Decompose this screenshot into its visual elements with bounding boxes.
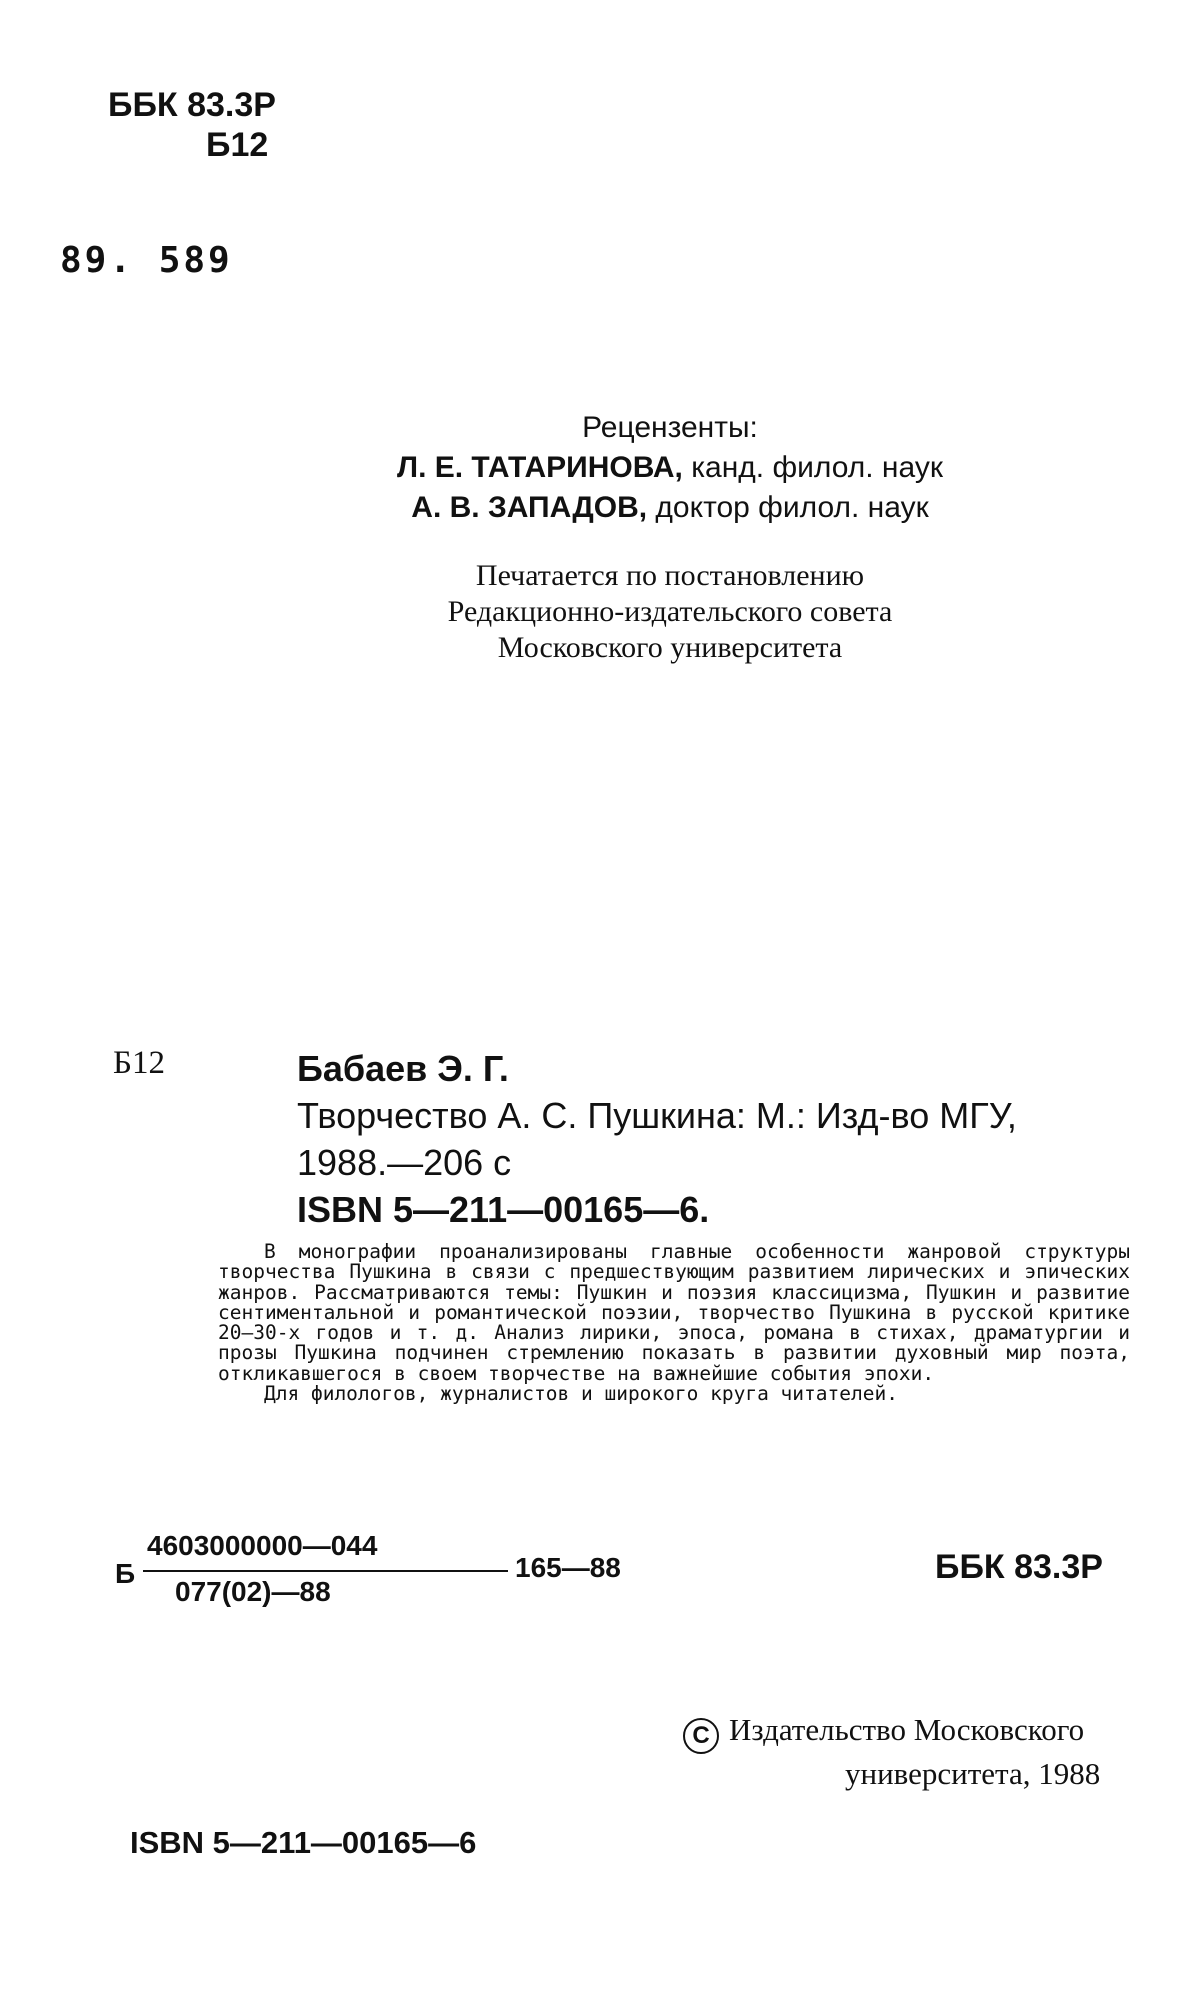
index-suffix: 165—88: [515, 1552, 621, 1583]
copyright-line: университета, 1988: [845, 1756, 1101, 1791]
fraction-bar: [143, 1570, 508, 1572]
abstract-paragraph: Для филологов, журналистов и широкого круга читателей.: [264, 1382, 898, 1406]
imprint-line: Московского университета: [497, 631, 843, 664]
abstract-paragraph: В монографии проанализированы главные особенности жанровой структуры творчества Пушкина в связи с предшествующим развитием лирических и эпических жанров. Рассматриваются темы: Пушкин и поэзия классицизма, Пушкин и развитие сентиментальной и романтической поэзии, творчество Пушкина в русской критике 20—30-х годов и т. д. Анализ лирики, эпоса, романа в стихах, драматургии и прозы Пушкина подчинен стремлению показать в развитии духовный мир поэта, откликавшегося в своем творчестве на важнейшие события эпохи.: [218, 1240, 1130, 1385]
imprint-line: Редакционно-издательского совета: [447, 595, 893, 628]
book-title: Творчество А. С. Пушкина: М.: Изд-во МГУ,: [297, 1095, 1017, 1136]
reviewer-name: А. В. ЗАПАДОВ,: [411, 491, 648, 524]
book-year-pages: 1988.—206 с: [297, 1142, 512, 1183]
index-denominator: 077(02)—88: [175, 1576, 331, 1607]
catalog-code: Б12: [113, 1045, 165, 1081]
index-numerator: 4603000000—044: [147, 1530, 378, 1561]
bbk-code: ББК 83.3Р: [108, 86, 276, 124]
abstract: [218, 1242, 1130, 1404]
imprint-note: [330, 558, 1010, 666]
book-isbn: ISBN 5—211—00165—6.: [297, 1189, 710, 1230]
copyright-icon: C: [683, 1718, 719, 1754]
book-author: Бабаев Э. Г.: [297, 1048, 509, 1089]
reviewer-line: [300, 488, 1040, 528]
reviewer-name: Л. Е. ТАТАРИНОВА,: [397, 451, 683, 484]
reviewer-title: доктор филол. наук: [655, 491, 929, 524]
inventory-number: 89. 589: [60, 240, 233, 281]
reviewer-line: [300, 448, 1040, 488]
author-mark: Б12: [206, 126, 269, 164]
reviewer-title: канд. филол. наук: [691, 451, 943, 484]
bbk-code-bottom: ББК 83.3Р: [935, 1548, 1103, 1586]
copyright-line: Издательство Московского: [729, 1712, 1085, 1747]
index-letter: Б: [115, 1558, 136, 1589]
imprint-line: Печатается по постановлению: [475, 559, 865, 592]
bbk-classification: [108, 85, 276, 165]
isbn-bottom: ISBN 5—211—00165—6: [130, 1825, 477, 1860]
reviewers-block: [300, 408, 1040, 528]
copyright-block: [683, 1710, 1100, 1794]
reviewers-heading: Рецензенты:: [582, 411, 758, 444]
catalog-entry: [297, 1045, 1157, 1233]
